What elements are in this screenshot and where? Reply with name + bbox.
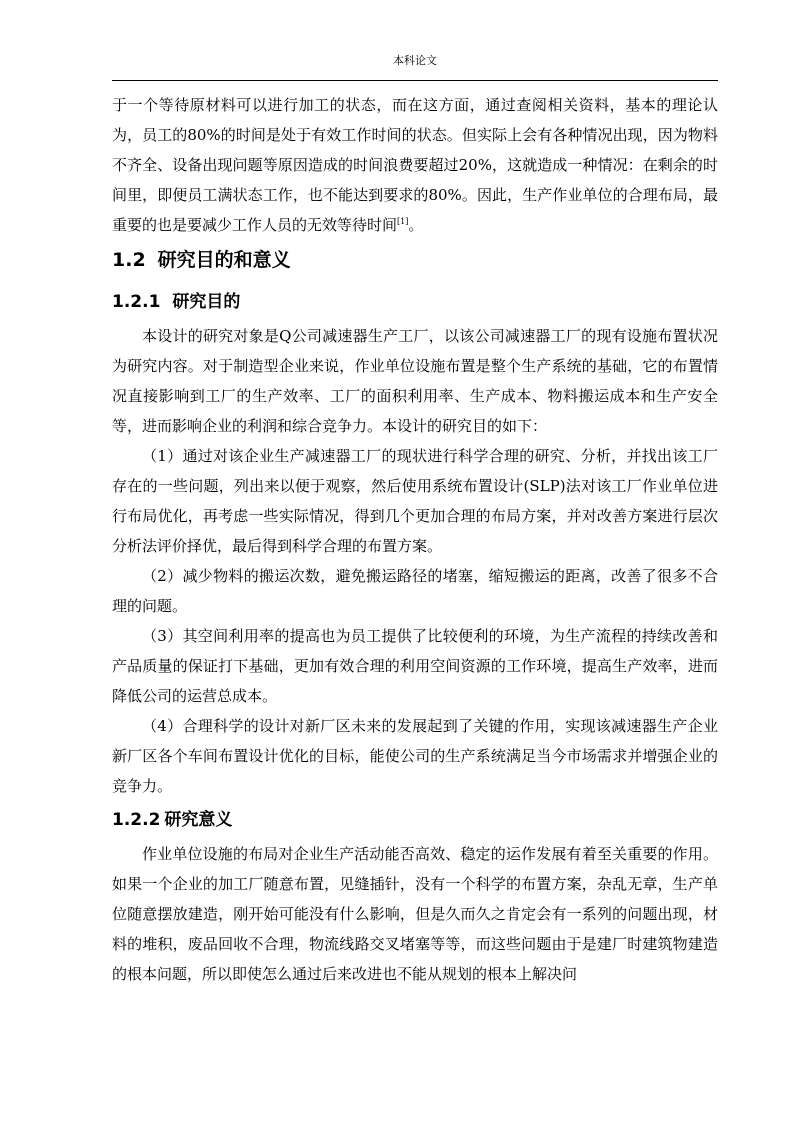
list-item-4: （4）合理科学的设计对新厂区未来的发展起到了关键的作用，实现该减速器生产企业新厂区各个车间布置设计优化的目标，能使公司的生产系统满足当今市场需求并增强企业的竞争力。	[112, 717, 718, 795]
list-item-2: （2）减少物料的搬运次数，避免搬运路径的堵塞，缩短搬运的距离，改善了很多不合理的问题。	[112, 567, 718, 615]
subsection-title: 研究意义	[164, 810, 233, 830]
citation-ref: [1]	[397, 217, 409, 226]
subsection-heading-1-2-1	[112, 283, 718, 321]
section-heading-1-2	[112, 240, 718, 283]
subsection-number: 1.2.1	[112, 292, 161, 312]
intro-paragraph	[112, 90, 718, 240]
list-item-1: （1）通过对该企业生产减速器工厂的现状进行科学合理的研究、分析，并找出该工厂存在的一些问题，列出来以便于观察，然后使用系统布置设计(SLP)法对该工厂作业单位进行布局优化，再考虑一些实际情况，得到几个更加合理的布局方案，并对改善方案进行层次分析法评价择优，最后得到科学合理的布置方案。	[112, 447, 718, 555]
header-divider	[112, 80, 718, 81]
section-title: 研究目的和意义	[157, 249, 291, 271]
page-body	[112, 90, 718, 989]
intro-text: 于一个等待原材料可以进行加工的状态，而在这方面，通过查阅相关资料，基本的理论认为，员工的80%的时间是处于有效工作时间的状态。但实际上会有各种情况出现，因为物料不齐全、设备出现问题等原因造成的时间浪费要超过20%，这就造成一种情况：在剩余的时间里，即便员工满状态工作，也不能达到要求的80%。因此，生产作业单位的合理布局，最重要的也是要减少工作人员的无效等待时间	[112, 96, 718, 234]
subsection-heading-1-2-2	[112, 801, 718, 839]
body-paragraph: 本设计的研究对象是Q公司减速器生产工厂，以该公司减速器工厂的现有设施布置状况为研究内容。对于制造型企业来说，作业单位设施布置是整个生产系统的基础，它的布置情况直接影响到工厂的生产效率、工厂的面积利用率、生产成本、物料搬运成本和生产安全等，进而影响企业的利润和综合竞争力。本设计的研究目的如下：	[112, 327, 718, 435]
list-item-3: （3）其空间利用率的提高也为员工提供了比较便利的环境，为生产流程的持续改善和产品质量的保证打下基础，更加有效合理的利用空间资源的工作环境，提高生产效率，进而降低公司的运营总成本。	[112, 627, 718, 705]
intro-end: 。	[408, 216, 424, 234]
section-number: 1.2	[112, 249, 146, 271]
body-paragraph: 作业单位设施的布局对企业生产活动能否高效、稳定的运作发展有着至关重要的作用。如果一个企业的加工厂随意布置，见缝插针，没有一个科学的布置方案，杂乱无章，生产单位随意摆放建造，刚开始可能没有什么影响，但是久而久之肯定会有一系列的问题出现，材料的堆积，废品回收不合理，物流线路交叉堵塞等等，而这些问题由于是建厂时建筑物建造的根本问题，所以即使怎么通过后来改进也不能从规划的根本上解决问	[112, 845, 718, 983]
subsection-title: 研究目的	[172, 292, 241, 312]
subsection-number: 1.2.2	[112, 810, 161, 830]
running-header: 本科论文	[393, 54, 437, 67]
